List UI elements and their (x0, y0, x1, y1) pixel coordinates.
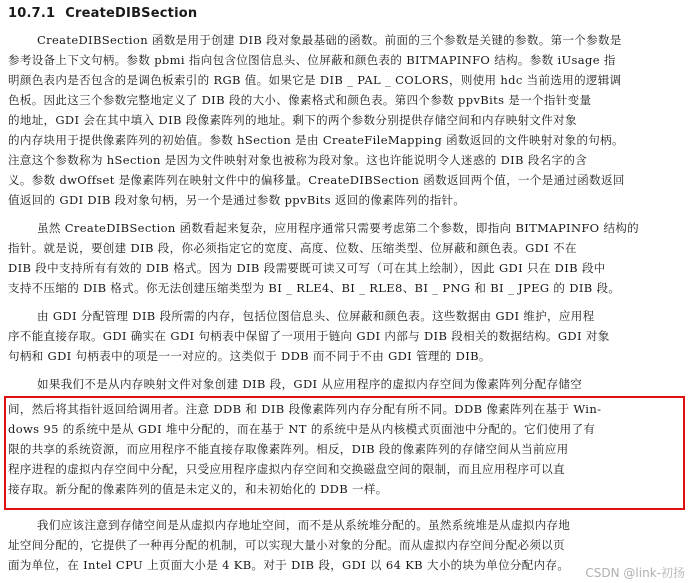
text-line: 色板。因此这三个参数完整地定义了 DIB 段的大小、像素格式和颜色表。第四个参数 ppvBits 是一个指针变量 (8, 93, 592, 107)
text-line: 句柄和 GDI 句柄表中的项是一一对应的。这类似于 DDB 而不同于不由 GDI 管理的 DIB。 (8, 349, 491, 363)
text-line: 接存取。新分配的像素阵列的值是未定义的，和未初始化的 DDB 一样。 (8, 482, 388, 496)
text-line: 由 GDI 分配管理 DIB 段所需的内存，包括位图信息头、位屏蔽和颜色表。这些数据由 GDI 维护，应用程 (37, 309, 595, 323)
text-line: 间，然后将其指针返回给调用者。注意 DDB 和 DIB 段像素阵列内存分配有所不同。DDB 像素阵列在基于 Win- (8, 402, 602, 416)
section-heading (8, 6, 197, 21)
text-line: 明颜色表内是否包含的是调色板索引的 RGB 值。如果它是 DIB _ PAL _ COLORS，则使用 hdc 当前选用的逻辑调 (8, 73, 622, 87)
watermark: CSDN @link-初扬 (585, 566, 685, 580)
text-line: 值返回的 GDI DIB 段对象句柄，另一个是通过参数 ppvBits 返回的像素阵列的指针。 (8, 193, 466, 207)
section-number: 10.7.1 (8, 6, 56, 21)
section-title: CreateDIBSection (65, 6, 198, 21)
text-line: 义。参数 dwOffset 是像素阵列在映射文件中的偏移量。CreateDIBSection 函数返回两个值，一个是通过函数返回 (8, 173, 625, 187)
text-line: 参考设备上下文句柄。参数 pbmi 指向包含位图信息头、位屏蔽和颜色表的 BITMAPINFO 结构。参数 iUsage 指 (8, 53, 616, 67)
text-line: 的地址，GDI 会在其中填入 DIB 段像素阵列的地址。剩下的两个参数分别提供存储空间和内存映射文件对象 (8, 113, 577, 127)
text-line: 的内存块用于提供像素阵列的初始值。参数 hSection 是由 CreateFileMapping 函数返回的文件映射对象的句柄。 (8, 133, 624, 147)
text-line: DIB 段中支持所有有效的 DIB 格式。因为 DIB 段需要既可读又可写（可在其上绘制），因此 GDI 只在 DIB 段中 (8, 261, 606, 275)
text-line: 注意这个参数称为 hSection 是因为文件映射对象也被称为段对象。这也许能说明令人迷惑的 DIB 段名字的含 (8, 153, 588, 167)
text-line: 序不能直接存取。GDI 确实在 GDI 句柄表中保留了一项用于链向 GDI 内部与 DIB 段相关的数据结构。GDI 对象 (8, 329, 610, 343)
text-line: 指针。就是说，要创建 DIB 段，你必须指定它的宽度、高度、位数、压缩类型、位屏蔽和颜色表。GDI 不在 (8, 241, 577, 255)
text-line: 我们应该注意到存储空间是从虚拟内存地址空间，而不是从系统堆分配的。虽然系统堆是从虚拟内存地 (37, 518, 571, 532)
text-line: 支持不压缩的 DIB 格式。你无法创建压缩类型为 BI _ RLE4、BI _ RLE8、BI _ PNG 和 BI _ JPEG 的 DIB 段。 (8, 281, 621, 295)
text-line: 如果我们不是从内存映射文件对象创建 DIB 段，GDI 从应用程序的虚拟内存空间为像素阵列分配存储空 (37, 377, 583, 391)
text-line: CreateDIBSection 函数是用于创建 DIB 段对象最基础的函数。前面的三个参数是关键的参数。第一个参数是 (37, 33, 622, 47)
text-line: 限的共享的系统资源，而应用程序不能直接存取像素阵列。相反，DIB 段的像素阵列的存储空间从当前应用 (8, 442, 569, 456)
text-line: 程序进程的虚拟内存空间中分配，只受应用程序虚拟内存空间和交换磁盘空间的限制，而且应用程序可以直 (8, 462, 565, 476)
text-line: 虽然 CreateDIBSection 函数看起来复杂，应用程序通常只需要考虑第二个参数，即指向 BITMAPINFO 结构的 (37, 221, 640, 235)
text-line: 址空间分配的，它提供了一种再分配的机制，可以实现大量小对象的分配。而从虚拟内存空间分配必须以页 (8, 538, 565, 552)
text-line: dows 95 的系统中是从 GDI 堆中分配的，而在基于 NT 的系统中是从内核模式页面池中分配的。它们使用了有 (8, 422, 596, 436)
red-highlight-box (4, 396, 685, 510)
text-line: 面为单位，在 Intel CPU 上页面大小是 4 KB。对于 DIB 段，GDI 以 64 KB 大小的块为单位分配内存。 (8, 558, 570, 572)
